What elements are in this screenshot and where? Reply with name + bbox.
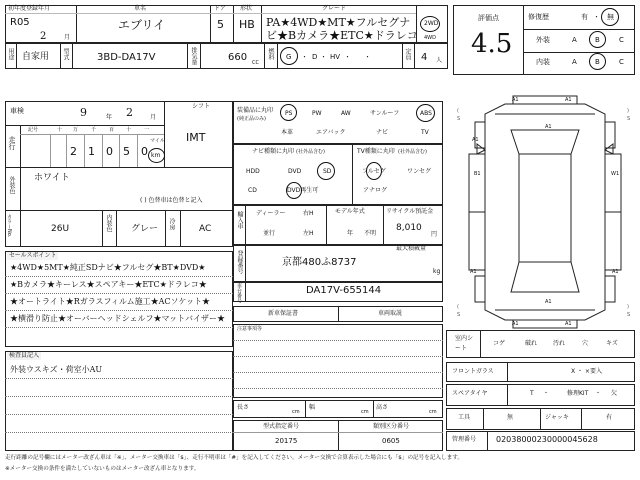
equip-airbag: エアバック [316, 129, 346, 136]
mileage-km: km [151, 152, 161, 159]
svg-text:): ) [627, 108, 629, 114]
sales-line-1: ★4WD★5MT★純正SDナビ★フルセグ★BT★DVD★ [10, 263, 206, 272]
interior-a: A [572, 58, 577, 66]
class-number-label: 類別区分番号 [373, 423, 410, 430]
repair-label: 修復歴 [528, 13, 549, 21]
svg-text:S: S [457, 116, 461, 122]
seat-stain: 汚れ [553, 340, 566, 347]
tv-fullseg: フルセグ [362, 168, 386, 175]
use-label: 用途 [7, 48, 14, 60]
seat-scratch: キズ [606, 340, 618, 347]
spare-label: スペアタイヤ [452, 390, 488, 397]
tools-value: 無 [507, 414, 514, 421]
diagram-label-right-door: W1 [611, 171, 620, 177]
reg-era: R05 [10, 17, 30, 28]
import-dealer: ディーラー [256, 210, 286, 217]
equip-abs-circle [416, 104, 435, 122]
mileage-digit-3: 0 [106, 145, 113, 158]
mileage-unit-code: 記号 [28, 127, 39, 133]
mileage-digit-4: 5 [123, 145, 130, 158]
mileage-digit-1: 2 [70, 145, 77, 158]
diagram-label-front-2: A1 [565, 97, 572, 103]
diagram-label-back: A1 [545, 299, 552, 305]
model-year-unit: 年 [347, 230, 354, 237]
equip-navi: ナビ [376, 129, 389, 136]
sales-line-3: ★オートライト★Rガラスフィルム施工★ACソケット★ [10, 297, 210, 306]
tv-title: TV種類に丸印 [357, 148, 395, 155]
jack-value: 有 [606, 414, 613, 421]
equip-ps-circle [280, 104, 297, 121]
inspector-notes-title: 検査員記入 [9, 352, 40, 359]
reg-month-unit: 月 [64, 34, 71, 41]
repair-no: 無 [607, 13, 614, 21]
chassis-value: DA17V-655144 [306, 285, 382, 296]
inspector-notes-value: 外装ウスキズ・荷室小AU [10, 365, 103, 374]
type-designation-label: 型式指定番号 [263, 423, 300, 430]
fuel-sep-3: ・ [344, 53, 351, 61]
grade-line-1: PA★4WD★MT★フルセグナ [266, 16, 411, 29]
exterior-a: A [572, 36, 577, 44]
ac-label: 冷房 [168, 218, 175, 230]
tv-oneseg: ワンセグ [407, 168, 432, 175]
disp-value: 660 [228, 52, 248, 63]
import-left: 左H [303, 230, 314, 237]
dims-length-unit: cm [292, 409, 300, 415]
fuel-d: D [312, 53, 318, 61]
front-glass-value: X ・ ×要入 [571, 368, 602, 375]
footer-line-2: ※メーター交換の条件を満たしていないものはメーター改ざん車となります。 [5, 466, 200, 472]
dims-box [233, 400, 443, 418]
spare-missing: 欠 [611, 390, 618, 397]
import-parallel: 並行 [263, 230, 276, 237]
interior-c: C [619, 58, 624, 66]
shift-label: シフト [192, 103, 211, 110]
plate-value: 京都480ふ8737 [282, 257, 357, 268]
fuel-label: 燃料 [267, 48, 274, 60]
disp-label: 排気量 [190, 47, 197, 65]
diagram-label-rear-1: A1 [512, 321, 519, 327]
navi-dvd-play-circle [286, 182, 302, 199]
tools-label: 工具 [458, 414, 471, 421]
color-note: ( ) 色替車は色替と記入 [140, 197, 203, 204]
drive-4wd: 4WD [424, 35, 436, 41]
type-designation-value: 20175 [275, 437, 298, 445]
grade-label: グレード [322, 5, 347, 12]
mileage-unit-ichi: 一 [144, 127, 150, 133]
fuel-sep-1: ・ [301, 53, 308, 61]
exterior-c: C [619, 36, 624, 44]
interior-seat-label: 室内シート [455, 335, 474, 352]
exterior-b: B [595, 36, 600, 44]
color-code-label: カラーNo. [6, 214, 12, 238]
color-value: ホワイト [34, 173, 70, 183]
grade-line-2: ビ★Bカメラ★ETC★ドラレコ [266, 29, 418, 42]
management-value: 02038000230000045628 [496, 435, 598, 444]
plate-label: 登録番号 [236, 250, 243, 274]
recycle-unit: 円 [431, 231, 438, 238]
navi-title: ナビ種類に丸印 [252, 148, 295, 155]
drive-2wd-circle [420, 16, 440, 32]
repair-sep: ・ [593, 13, 600, 21]
navi-sub: (社外品含む) [296, 149, 325, 155]
door-label: ドア [214, 5, 226, 12]
int-color-label: 内装色 [105, 214, 112, 232]
equip-aw: AW [341, 110, 351, 117]
inspection-year: 9 [80, 106, 87, 119]
chassis-label: 車台番号 [236, 283, 242, 303]
svg-text:S: S [457, 312, 461, 318]
warranty-manual: 車両取説 [378, 310, 403, 317]
drive-2wd: 2WD [424, 20, 439, 27]
name-label: 車名 [134, 5, 147, 12]
interior-b-circle [589, 53, 606, 70]
int-color-value: グレー [131, 224, 159, 234]
sales-points-title: セールスポイント [9, 252, 57, 259]
dims-height-unit: cm [429, 409, 437, 415]
navi-dvd-play: DVD再生可 [287, 187, 319, 194]
mileage-unit-10man: 十 [57, 127, 63, 133]
footer-line-1: 走行距離の記号欄にはメーター改ざん車は「※」、メーター交換車は「$」、走行不明車は「#」を記入してください。メーター交換で合算表示した場合にも「$」の記号を記入します。 [5, 455, 463, 461]
mileage-km-circle [148, 148, 165, 163]
equip-tv: TV [421, 129, 429, 136]
capacity-value: 4 [421, 52, 428, 63]
equip-pw: PW [312, 110, 322, 117]
navi-hdd: HDD [246, 168, 260, 175]
inspection-month: 2 [126, 106, 133, 119]
diagram-label-front-1: A1 [512, 97, 519, 103]
navi-cd: CD [248, 187, 257, 194]
mileage-mile: マイル [150, 138, 165, 144]
jack-label: ジャッキ [545, 414, 569, 421]
svg-text:S: S [627, 312, 631, 318]
mileage-digit-2: 1 [88, 145, 95, 158]
reg-month: 2 [40, 31, 47, 42]
rating-label: 評価点 [478, 14, 499, 22]
door-count: 5 [217, 18, 224, 31]
recycle-label: リサイクル預託金 [386, 208, 434, 215]
warranty-new: 新車保証書 [268, 310, 299, 317]
mileage-label: 走行 [8, 136, 16, 150]
tv-analog: アナログ [363, 187, 388, 194]
interior-label: 内装 [536, 58, 550, 66]
car-name: エブリイ [118, 18, 166, 32]
equipment-title: 装備品に丸印 [237, 107, 274, 114]
mileage-digit-5: 0 [141, 145, 148, 158]
shape-label: 形状 [240, 5, 253, 12]
dims-width: 幅 [309, 404, 316, 411]
fuel-g-circle [280, 47, 298, 65]
front-glass-label: フロントガラス [452, 368, 494, 375]
ac-value: AC [199, 224, 212, 234]
inspection-month-unit: 月 [150, 114, 157, 121]
spare-t: T [530, 390, 534, 397]
tv-fullseg-circle [366, 162, 382, 180]
fuel-g: G [286, 53, 292, 61]
management-label: 管理番号 [452, 436, 477, 443]
repair-yes: 有 [581, 13, 588, 21]
color-code-value: 26U [51, 224, 70, 234]
model-label: 型式 [62, 48, 69, 60]
diagram-label-rear-2: A1 [565, 321, 572, 327]
import-label: 輸入車 [236, 211, 243, 229]
sales-line-2: ★Bカメラ★キーレス★スペアキー★ETC★ドラレコ★ [10, 280, 207, 289]
svg-text:(: ( [457, 304, 459, 310]
navi-sd: SD [323, 168, 332, 175]
caution-label: 注意事項等 [237, 326, 263, 332]
capacity-kg: kg [433, 268, 441, 275]
sales-line-4: ★横滑り防止★オーバーヘッドシェルフ★マットバイザー★ [10, 314, 225, 323]
navi-dvd: DVD [288, 168, 302, 175]
shift-value: IMT [186, 131, 206, 144]
exterior-b-circle [589, 31, 606, 48]
spare-sep-2: ・ [595, 390, 602, 397]
equip-abs: ABS [420, 110, 432, 117]
mileage-unit-hyaku: 百 [109, 127, 115, 133]
svg-text:): ) [627, 304, 629, 310]
use-value: 自家用 [22, 52, 50, 62]
diagram-label-rear-left: A1 [470, 269, 477, 275]
spare-kit: 修理KIT [567, 390, 589, 397]
spare-sep-1: ・ [543, 390, 550, 397]
fuel-hv: HV [330, 53, 341, 61]
tv-sub: (社外品含む) [398, 149, 427, 155]
import-right: 右H [303, 210, 314, 217]
class-number-value: 0605 [382, 437, 400, 445]
caution-box [233, 324, 443, 398]
capacity-label-2: 最大積載量 [396, 245, 427, 252]
diagram-label-fender: A1 [472, 137, 479, 143]
dims-length: 長さ [237, 404, 250, 411]
seat-hole: 穴 [582, 340, 589, 347]
navi-sd-circle [317, 162, 335, 180]
inspection-year-unit: 年 [106, 114, 113, 121]
diagram-label-rear-right: A1 [612, 269, 619, 275]
equip-leather: 本革 [281, 129, 294, 136]
equip-ps: PS [285, 110, 293, 117]
mileage-unit-sen: 千 [91, 127, 97, 133]
rating-score: 4.5 [471, 29, 513, 59]
svg-text:S: S [627, 116, 631, 122]
fuel-sep-2: ・ [320, 53, 327, 61]
model-year-label: モデル年式 [335, 208, 365, 215]
seat-burn: コゲ [493, 340, 506, 347]
mileage-unit-man: 万 [73, 127, 79, 133]
seat-tear: 破れ [525, 340, 538, 347]
equip-sunroof: サンルーフ [370, 110, 400, 117]
svg-text:(: ( [457, 108, 459, 114]
dims-height: 高さ [376, 404, 389, 411]
color-label: 外装色 [8, 176, 15, 194]
diagram-label-left-door: B1 [474, 171, 481, 177]
model-year-value: 不明 [364, 230, 377, 237]
reg-year-label: 初年度登録年月 [8, 5, 51, 12]
dims-width-unit: cm [361, 409, 369, 415]
capacity-unit: 人 [436, 57, 443, 64]
disp-unit: CC [252, 60, 259, 66]
body-shape: HB [239, 18, 255, 31]
interior-b: B [595, 58, 600, 66]
exterior-label: 外装 [536, 36, 550, 44]
recycle-value: 8,010 [396, 223, 422, 233]
repair-no-circle [601, 8, 619, 26]
mileage-unit-ju: 十 [126, 127, 132, 133]
inspection-label: 車検 [10, 107, 24, 115]
model-value: 3BD-DA17V [97, 52, 156, 63]
equipment-sub: (純正品のみ) [237, 116, 266, 122]
capacity-label: 定員 [404, 48, 411, 60]
diagram-label-hood: A1 [545, 124, 552, 130]
fuel-sep-4: ・ [364, 53, 371, 61]
